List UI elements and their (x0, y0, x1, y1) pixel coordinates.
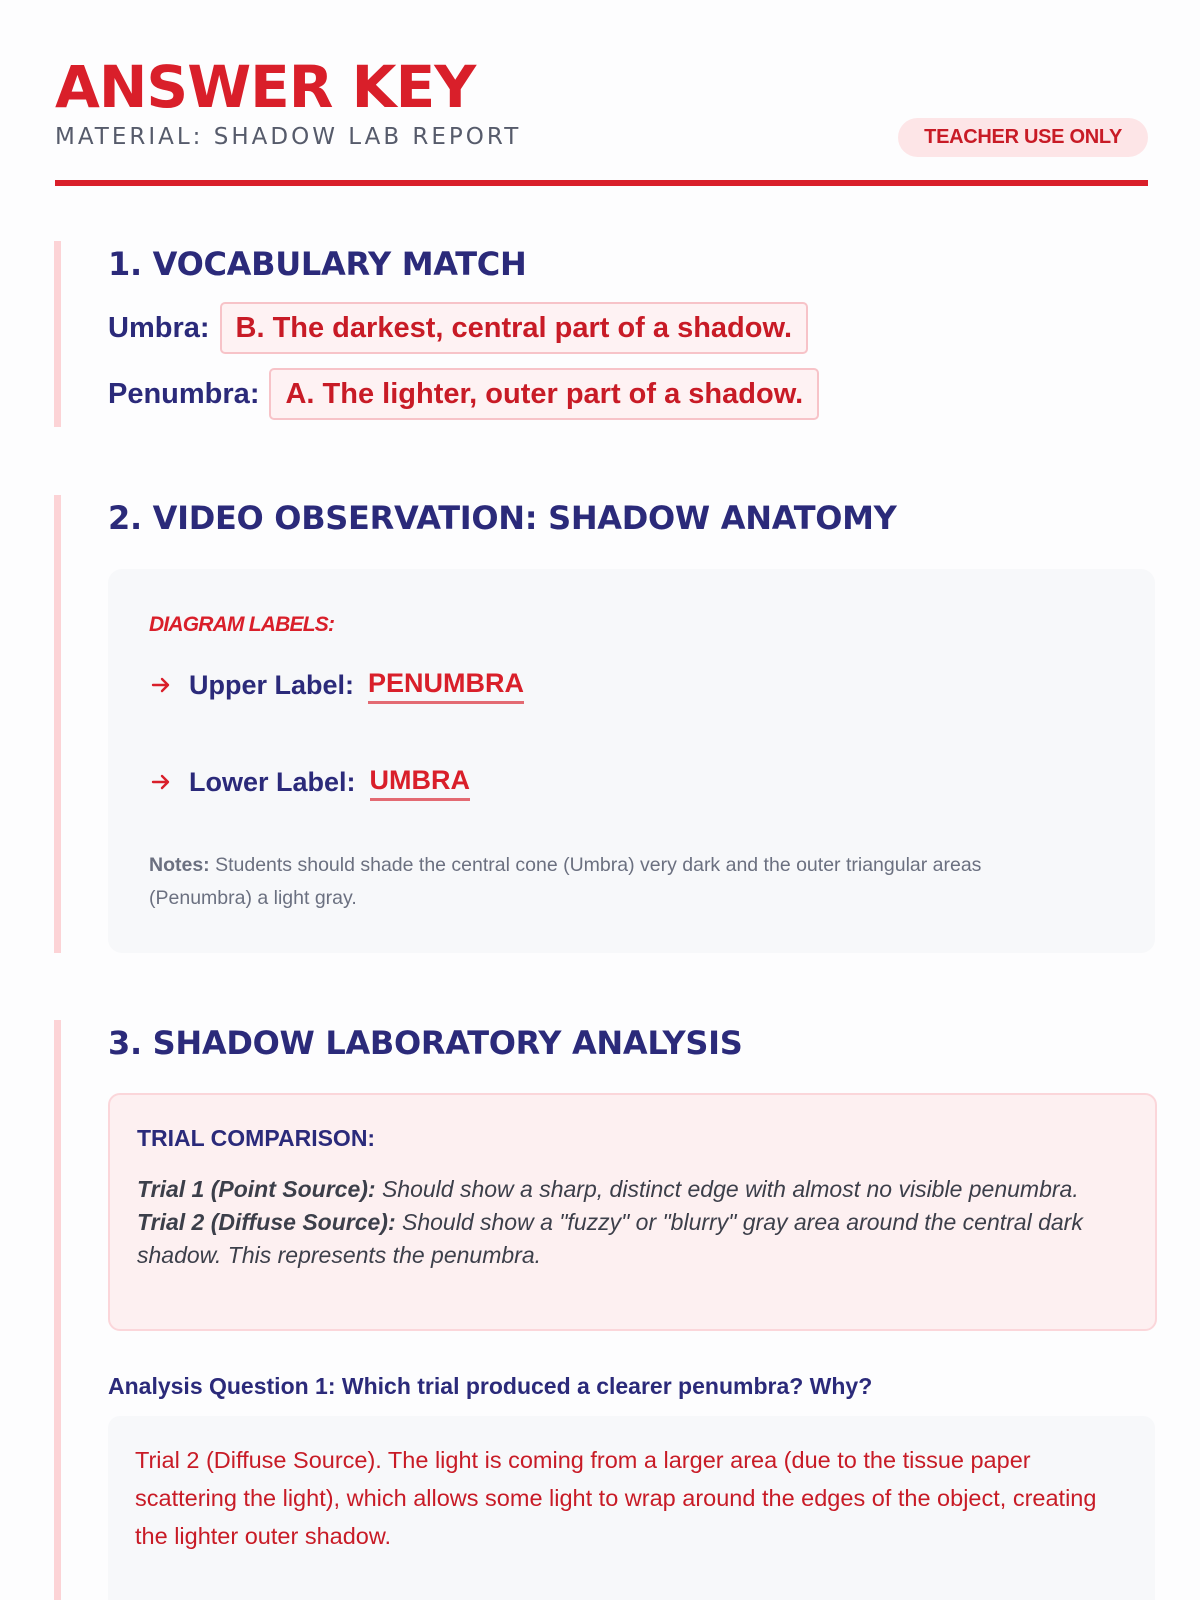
trial-label: Trial 1 (Point Source): (137, 1176, 376, 1202)
material-subtitle: MATERIAL: SHADOW LAB REPORT (55, 124, 522, 150)
lower-label-row (149, 762, 470, 802)
notes-text: Students should shade the central cone (Umbra) very dark and the outer triangular areas (Penumbra) a light gray. (149, 854, 982, 909)
trial-comparison-heading: TRIAL COMPARISON: (137, 1125, 376, 1151)
vocab-term: Penumbra: (108, 377, 260, 410)
arrow-right-icon (149, 770, 173, 794)
diagram-labels-heading: DIAGRAM LABELS: (149, 613, 335, 636)
label-name: Upper Label: (189, 669, 355, 700)
header-divider (55, 180, 1148, 186)
trial-1-row (137, 1173, 1117, 1206)
answer-text: Trial 2 (Diffuse Source). The light is coming from a larger area (due to the tissue paper scattering the light), which allows some light to wrap around the edges of the object, creating the lighter outer shadow. (135, 1447, 1097, 1549)
label-name: Lower Label: (189, 766, 356, 797)
diagram-notes (149, 849, 1089, 915)
diagram-labels-box (108, 569, 1155, 953)
trial-comparison-text (137, 1173, 1117, 1272)
page-title: ANSWER KEY (55, 53, 476, 121)
vocab-answer: A. The lighter, outer part of a shadow. (269, 368, 819, 420)
answer-box (108, 1416, 1155, 1600)
trial-label: Trial 2 (Diffuse Source): (137, 1209, 396, 1235)
section-title: 1. VOCABULARY MATCH (108, 245, 527, 283)
vocabulary-section (54, 241, 1155, 427)
lab-analysis-section (54, 1020, 1155, 1600)
teacher-use-badge: TEACHER USE ONLY (898, 118, 1148, 157)
label-answer: UMBRA (370, 764, 471, 801)
shadow-anatomy-section (54, 495, 1155, 953)
label-answer: PENUMBRA (368, 667, 524, 704)
notes-label: Notes: (149, 854, 210, 876)
section-title: 3. SHADOW LABORATORY ANALYSIS (108, 1024, 743, 1062)
analysis-question-1: Analysis Question 1: Which trial produced a clearer penumbra? Why? (108, 1373, 873, 1399)
arrow-right-icon (149, 673, 173, 697)
vocab-row-penumbra (108, 368, 819, 420)
header (55, 52, 1148, 188)
trial-description: Should show a sharp, distinct edge with almost no visible penumbra. (375, 1176, 1079, 1202)
section-title: 2. VIDEO OBSERVATION: SHADOW ANATOMY (108, 499, 897, 537)
trial-2-row (137, 1206, 1117, 1272)
vocab-answer: B. The darkest, central part of a shadow. (220, 302, 809, 354)
vocab-term: Umbra: (108, 311, 210, 344)
trial-description: Should show a "fuzzy" or "blurry" gray area around the central dark shadow. This represents the penumbra. (137, 1209, 1083, 1268)
vocab-row-umbra (108, 302, 808, 354)
upper-label-row (149, 665, 524, 705)
trial-comparison-box (108, 1093, 1157, 1331)
